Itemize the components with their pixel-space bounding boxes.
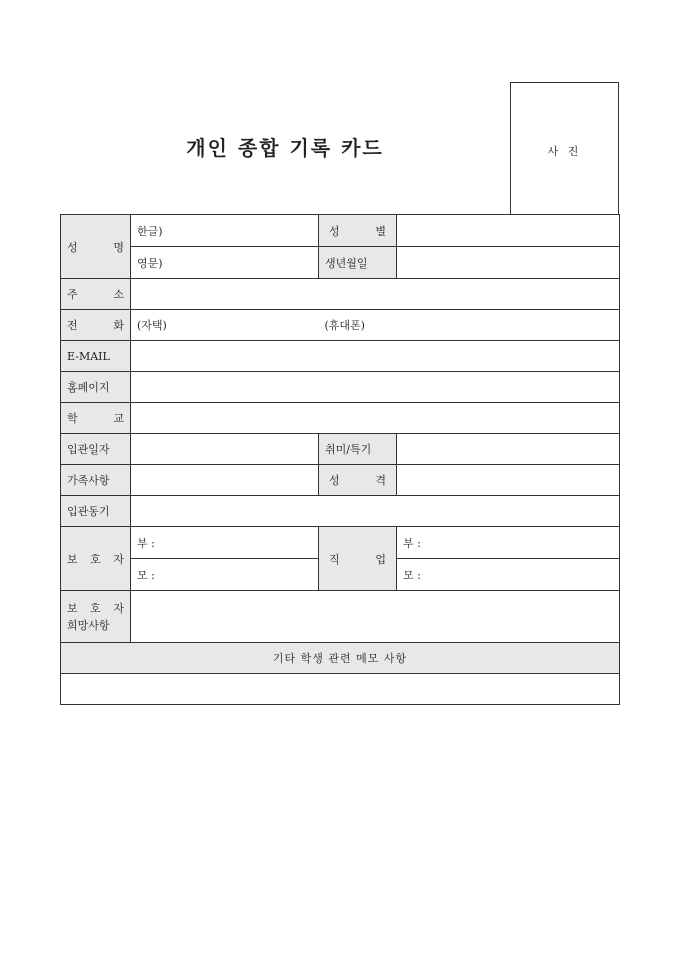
guardian-label: 보 호 자 (61, 527, 131, 591)
email-label: E-MAIL (61, 341, 131, 372)
home-phone-field[interactable] (131, 310, 319, 341)
mother-job-field[interactable] (397, 559, 620, 591)
name-korean-prefix: 한글) (137, 224, 163, 238)
join-date-field[interactable] (131, 434, 319, 465)
name-korean-field[interactable] (131, 215, 319, 247)
homepage-field[interactable] (131, 372, 620, 403)
father-prefix: 부 : (137, 536, 155, 550)
mother-field[interactable] (131, 559, 319, 591)
occupation-label: 직 업 (319, 527, 397, 591)
family-field[interactable] (131, 465, 319, 496)
birth-field[interactable] (397, 247, 620, 279)
photo-label: 사 진 (547, 145, 582, 158)
record-form (60, 214, 620, 705)
personality-field[interactable] (397, 465, 620, 496)
email-field[interactable] (131, 341, 620, 372)
father-job-field[interactable] (397, 527, 620, 559)
school-label: 학 교 (61, 403, 131, 434)
mobile-field[interactable] (319, 310, 620, 341)
address-label: 주 소 (61, 279, 131, 310)
join-date-label: 입관일자 (61, 434, 131, 465)
home-phone-prefix: (자택) (137, 319, 167, 332)
name-english-prefix: 영문) (137, 256, 163, 270)
personality-label: 성 격 (319, 465, 397, 496)
guardian-wish-label (61, 591, 131, 643)
phone-label: 전 화 (61, 310, 131, 341)
school-field[interactable] (131, 403, 620, 434)
father-job-prefix: 부 : (403, 536, 421, 550)
guardian-wish-label-line2: 희망사항 (67, 618, 110, 632)
name-english-field[interactable] (131, 247, 319, 279)
guardian-wish-field[interactable] (131, 591, 620, 643)
mother-prefix: 모 : (137, 568, 155, 582)
photo-box[interactable] (510, 82, 619, 214)
mobile-prefix: (휴대폰) (324, 319, 365, 332)
join-motive-label: 입관동기 (61, 496, 131, 527)
page-title: 개인 종합 기록 카드 (186, 136, 384, 160)
father-field[interactable] (131, 527, 319, 559)
join-motive-field[interactable] (131, 496, 620, 527)
hobby-field[interactable] (397, 434, 620, 465)
gender-field[interactable] (397, 215, 620, 247)
guardian-wish-label-line1: 보 호 자 (67, 601, 124, 615)
memo-header: 기타 학생 관련 메모 사항 (61, 643, 620, 674)
memo-field[interactable] (61, 674, 620, 705)
name-label: 성 명 (61, 215, 131, 279)
family-label: 가족사항 (61, 465, 131, 496)
address-field[interactable] (131, 279, 620, 310)
mother-job-prefix: 모 : (403, 568, 421, 582)
gender-label: 성 별 (319, 215, 397, 247)
hobby-label: 취미/특기 (319, 434, 397, 465)
homepage-label: 홈페이지 (61, 372, 131, 403)
birth-label: 생년월일 (319, 247, 397, 279)
